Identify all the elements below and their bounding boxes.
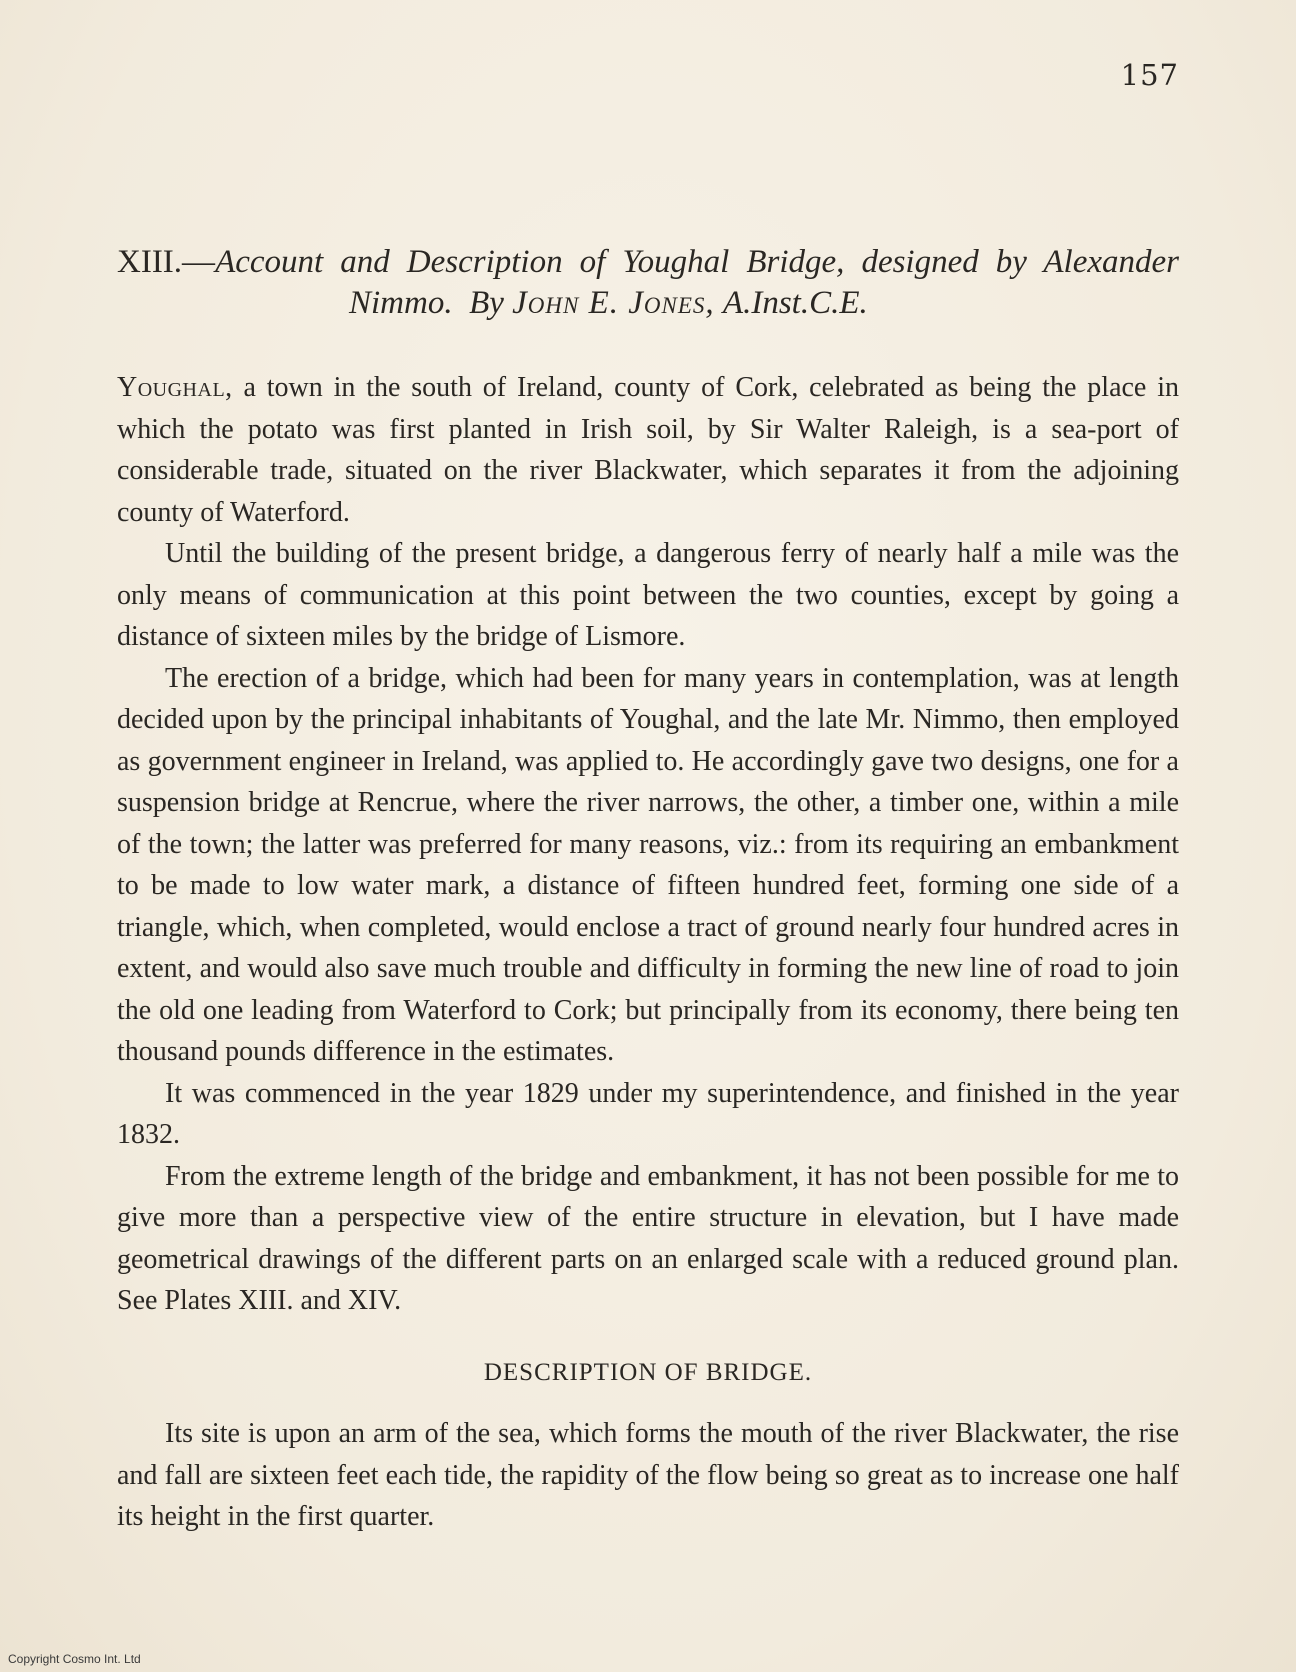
paragraph-4: It was commenced in the year 1829 under my superintendence, and finished in the year 1832.: [117, 1077, 1179, 1150]
title-credential: A.Inst.C.E.: [722, 285, 868, 321]
title-text: Account and Description of Youghal Bridge, designed by Alexander: [215, 244, 1179, 280]
paragraph-3: The erection of a bridge, which had been for many years in contemplation, was at length decided upon by the principal inhabitants of Youghal, and the late Mr. Nimmo, then employed as government engineer in Ireland, was applied to. He accordingly gave two designs, one for a suspension bridge at Rencrue, where the river narrows, the other, a timber one, within a mile of the town; the latter was preferred for many reasons, viz.: from its requiring an embankment to be made to low water mark, a distance of fifteen hundred feet, forming one side of a triangle, which, when completed, would enclose a tract of ground nearly four hundred acres in extent, and would also save much trouble and difficulty in forming the new line of road to join the old one leading from Waterford to Cork; but principally from its economy, there being ten thousand pounds difference in the estimates.: [117, 662, 1179, 1067]
copyright-watermark: Copyright Cosmo Int. Ltd: [8, 1652, 141, 1666]
title-author: John E. Jones,: [512, 285, 715, 321]
title-number: XIII.—: [117, 244, 216, 280]
paragraph-5: From the extreme length of the bridge and embankment, it has not been possible for me to give more than a perspective view of the entire structure in elevation, but I have made geometrical drawings of the different parts on an enlarged scale with a reduced ground plan. See Plates XIII. and XIV.: [117, 1160, 1179, 1316]
article-title: [117, 242, 1179, 324]
paragraph-1: [117, 367, 1179, 533]
paragraph-lead-word: Youghal,: [117, 372, 233, 403]
title-subject-end: Nimmo.: [349, 285, 453, 321]
title-by: By: [469, 285, 504, 321]
title-line-2: [117, 283, 1179, 324]
article-body: [117, 367, 1179, 1538]
section-heading: DESCRIPTION OF BRIDGE.: [483, 1358, 813, 1386]
paragraph-2: Until the building of the present bridge, a dangerous ferry of nearly half a mile was the only means of communication at this point between the two counties, except by going a distance of sixteen miles by the bridge of Lismore.: [117, 538, 1179, 652]
paragraph-1-text: a town in the south of Ireland, county of Cork, celebrated as being the place in which the potato was first planted in Irish soil, by Sir Walter Raleigh, is a sea-port of considerable trade, situated on the river Blackwater, which separates it from the adjoining county of Waterford.: [117, 372, 1179, 528]
title-line-1: [117, 242, 1179, 283]
page-number: 157: [1120, 58, 1179, 92]
paragraph-6: Its site is upon an arm of the sea, which forms the mouth of the river Blackwater, the rise and fall are sixteen feet each tide, the rapidity of the flow being so great as to increase one half its height in the first quarter.: [117, 1418, 1179, 1532]
